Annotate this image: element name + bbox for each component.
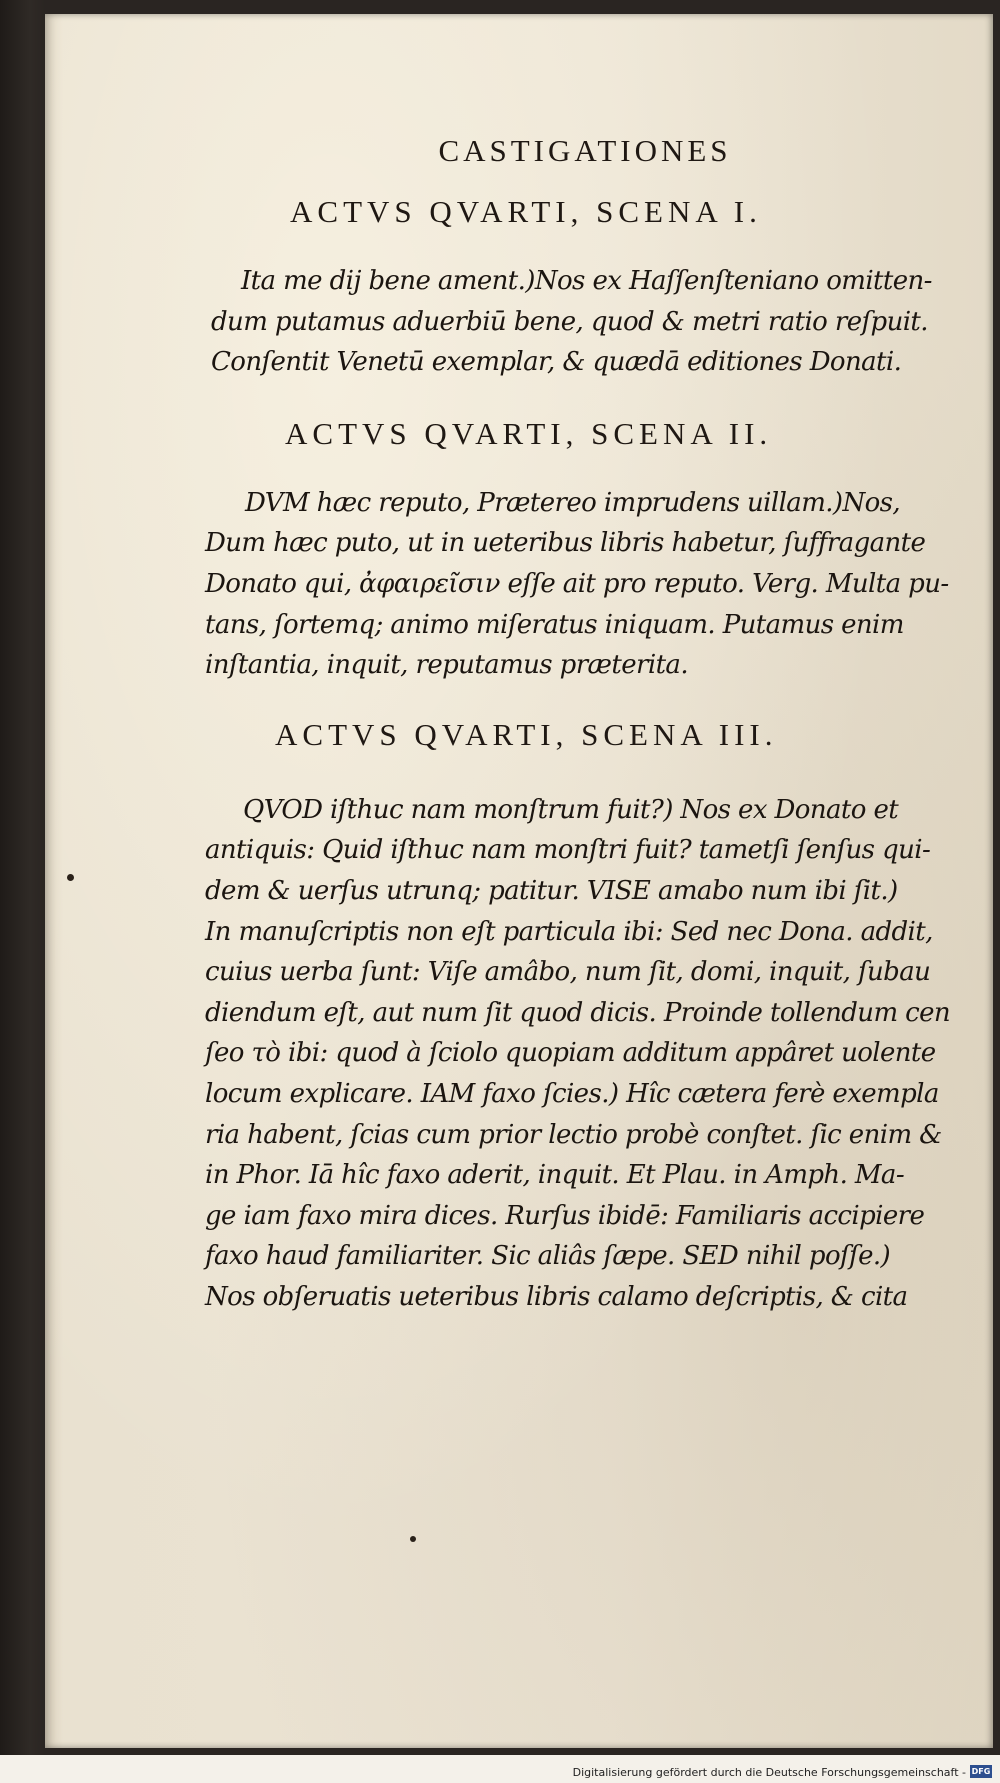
text-line: locum explicare. IAM faxo ſcies.) Hîc cætera ferè exempla (205, 1078, 939, 1109)
dfg-logo-icon: DFG (971, 1767, 991, 1776)
running-head: CASTIGATIONES (438, 133, 732, 168)
ink-speck (410, 1536, 416, 1542)
text-line: DVM hæc reputo, Prætereo imprudens uillam.)Nos, (245, 487, 901, 518)
paragraph (205, 261, 965, 383)
text-line: cuius uerba ſunt: Viſe amâbo, num ſit, domi, inquit, ſubau (205, 957, 931, 988)
scene-heading: ACTVS QVARTI, SCENA I. (290, 194, 762, 229)
section-scene-1 (205, 191, 965, 383)
text-line: tans, ſortemq; animo miſeratus iniquam. Putamus enim (205, 609, 904, 640)
text-line: Nos obſeruatis ueteribus libris calamo deſcriptis, & cita (205, 1281, 908, 1312)
text-line: QVOD iſthuc nam monſtrum fuit?) Nos ex Donato et (243, 794, 899, 825)
text-line: inſtantia, inquit, reputamus præterita. (205, 650, 688, 681)
text-line: Ita me dij bene ament.)Nos ex Haſſenſteniano omitten- (241, 266, 932, 296)
text-line: dum putamus aduerbiū bene, quod & metri ratio reſpuit. (211, 306, 928, 337)
text-line: faxo haud familiariter. Sic aliâs ſæpe. SED nihil poſſe.) (205, 1241, 891, 1272)
funding-credit: Digitalisierung gefördert durch die Deutsche Forschungsgemeinschaft - (572, 1766, 966, 1779)
text-line: In manuſcriptis non eſt particula ibi: Sed nec Dona. addit, (205, 916, 933, 947)
scene-heading: ACTVS QVARTI, SCENA III. (275, 716, 778, 752)
paragraph (205, 790, 965, 1318)
text-line: Conſentit Venetū exemplar, & quædā editiones Donati. (211, 347, 902, 378)
text-line: Dum hæc puto, ut in ueteribus libris habetur, ſuffragante (205, 528, 926, 559)
text-line: ſeo τὸ ibi: quod à ſciolo quopiam additum appâret uolente (205, 1038, 936, 1069)
paragraph (205, 483, 965, 686)
section-scene-2 (205, 413, 965, 686)
text-line: diendum eſt, aut num ſit quod dicis. Proinde tollendum cen (205, 997, 951, 1028)
text-line: ge iam faxo mira dices. Rurſus ibidē: Familiaris accipiere (205, 1200, 925, 1231)
text-line: Donato qui, ἀφαιρεῖσιν eſſe ait pro reputo. Verg. Multa pu- (205, 568, 949, 599)
text-line: dem & uerſus utrunq; patitur. VISE amabo num ibi ſit.) (205, 875, 898, 906)
text-line: in Phor. Iā hîc faxo aderit, inquit. Et Plau. in Amph. Ma- (205, 1160, 905, 1191)
section-scene-3 (205, 714, 965, 1318)
scene-heading: ACTVS QVARTI, SCENA II. (285, 415, 773, 451)
text-line: antiquis: Quid iſthuc nam monſtri fuit? tametſi ſenſus qui- (205, 835, 931, 866)
page-text (205, 115, 965, 1317)
ink-speck (67, 874, 74, 881)
text-line: ria habent, ſcias cum prior lectio probè conſtet. ſic enim & (205, 1119, 942, 1150)
